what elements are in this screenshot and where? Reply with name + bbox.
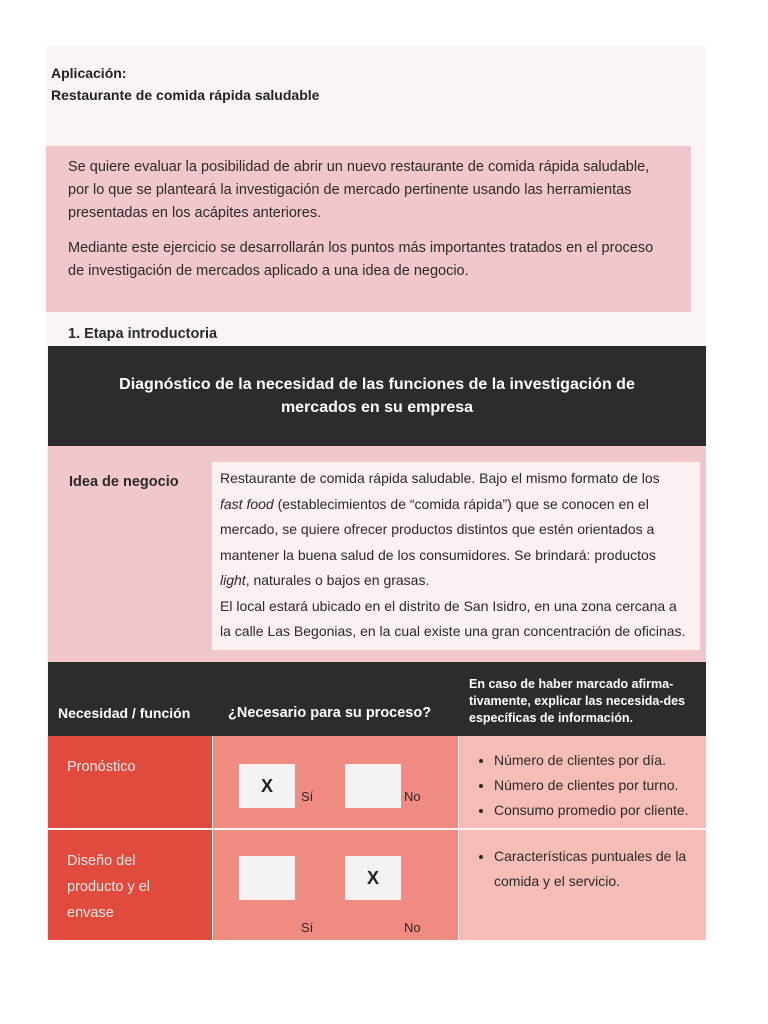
application-label: Aplicación: (51, 65, 127, 81)
application-title: Restaurante de comida rápida saludable (51, 87, 320, 103)
list-item: • Características puntuales de la comida y el servicio. (494, 844, 706, 894)
row-label: Pronóstico (67, 759, 136, 775)
intro-box (46, 146, 691, 312)
section-title: 1. Etapa introductoria (68, 326, 218, 342)
intro-paragraph-1: Se quiere evaluar la posibilidad de abrir un nuevo restaurante de comida rápida saludable, por lo que se planteará la investigación de mercado pertinente usando las herramientas presentadas en los acápites anteriores. (68, 159, 650, 221)
yes-label: Sí (301, 920, 314, 935)
idea-line: la calle Las Begonias, en la cual existe una gran concentración de oficinas. (220, 623, 686, 639)
idea-text-span: , naturales o bajos en grasas. (245, 572, 430, 588)
idea-line: Restaurante de comida rápida saludable. Bajo el mismo formato de los (220, 470, 660, 486)
idea-italic: fast food (220, 495, 274, 512)
idea-text-span: (establecimientos de “comida rápida”) que se conocen en el (273, 495, 649, 512)
column-header-need: Necesidad / función (58, 705, 191, 721)
row-label-cell (48, 830, 212, 940)
yes-checkbox[interactable]: X (239, 764, 295, 808)
intro-paragraph-2: Mediante este ejercicio se desarrollarán los puntos más importantes tratados en el proceso de investigación de mercados aplicado a una idea de negocio. (68, 240, 654, 279)
business-idea-row (48, 446, 706, 662)
document-page (46, 46, 706, 940)
idea-line (220, 568, 692, 594)
idea-line: mantener la buena salud de los consumidores. Se brindará: productos (220, 546, 656, 563)
row-label-cell (48, 736, 212, 828)
business-idea-text (212, 462, 700, 650)
column-header-necessary: ¿Necesario para su proceso? (228, 705, 432, 721)
no-label: No (404, 789, 421, 804)
header (51, 62, 319, 106)
no-checkbox[interactable]: X (345, 856, 401, 900)
yes-label: Sí (301, 789, 314, 804)
list-item: • Número de clientes por turno. (494, 773, 706, 798)
column-header-explanation: En caso de haber marcado afirma-tivamente, explicar las necesida-des específicas de información. (469, 677, 686, 725)
no-label: No (404, 920, 421, 935)
list-item: • Número de clientes por día. (494, 748, 706, 773)
info-needs-list (474, 748, 706, 823)
idea-line (220, 492, 692, 518)
idea-line: El local estará ubicado en el distrito de San Isidro, en una zona cercana a (220, 597, 677, 614)
table-header (48, 662, 706, 736)
yes-checkbox[interactable] (239, 856, 295, 900)
idea-line: mercado, se quiere ofrecer productos distintos que estén orientados a (220, 521, 655, 537)
list-item: • Consumo promedio por cliente. (494, 798, 706, 823)
table-row (48, 830, 706, 940)
explanation-cell (459, 736, 706, 828)
no-checkbox[interactable] (345, 764, 401, 808)
row-label: Diseño del producto y el envase (67, 853, 151, 921)
idea-italic: light (220, 572, 246, 588)
business-idea-label: Idea de negocio (69, 474, 179, 490)
info-needs-list (474, 844, 706, 894)
diagnostic-title: Diagnóstico de la necesidad de las funciones de la investigación de mercados en su empresa (48, 346, 706, 446)
choice-cell (213, 830, 458, 940)
choice-cell (213, 736, 458, 828)
table-row (48, 736, 706, 828)
explanation-cell (459, 830, 706, 940)
